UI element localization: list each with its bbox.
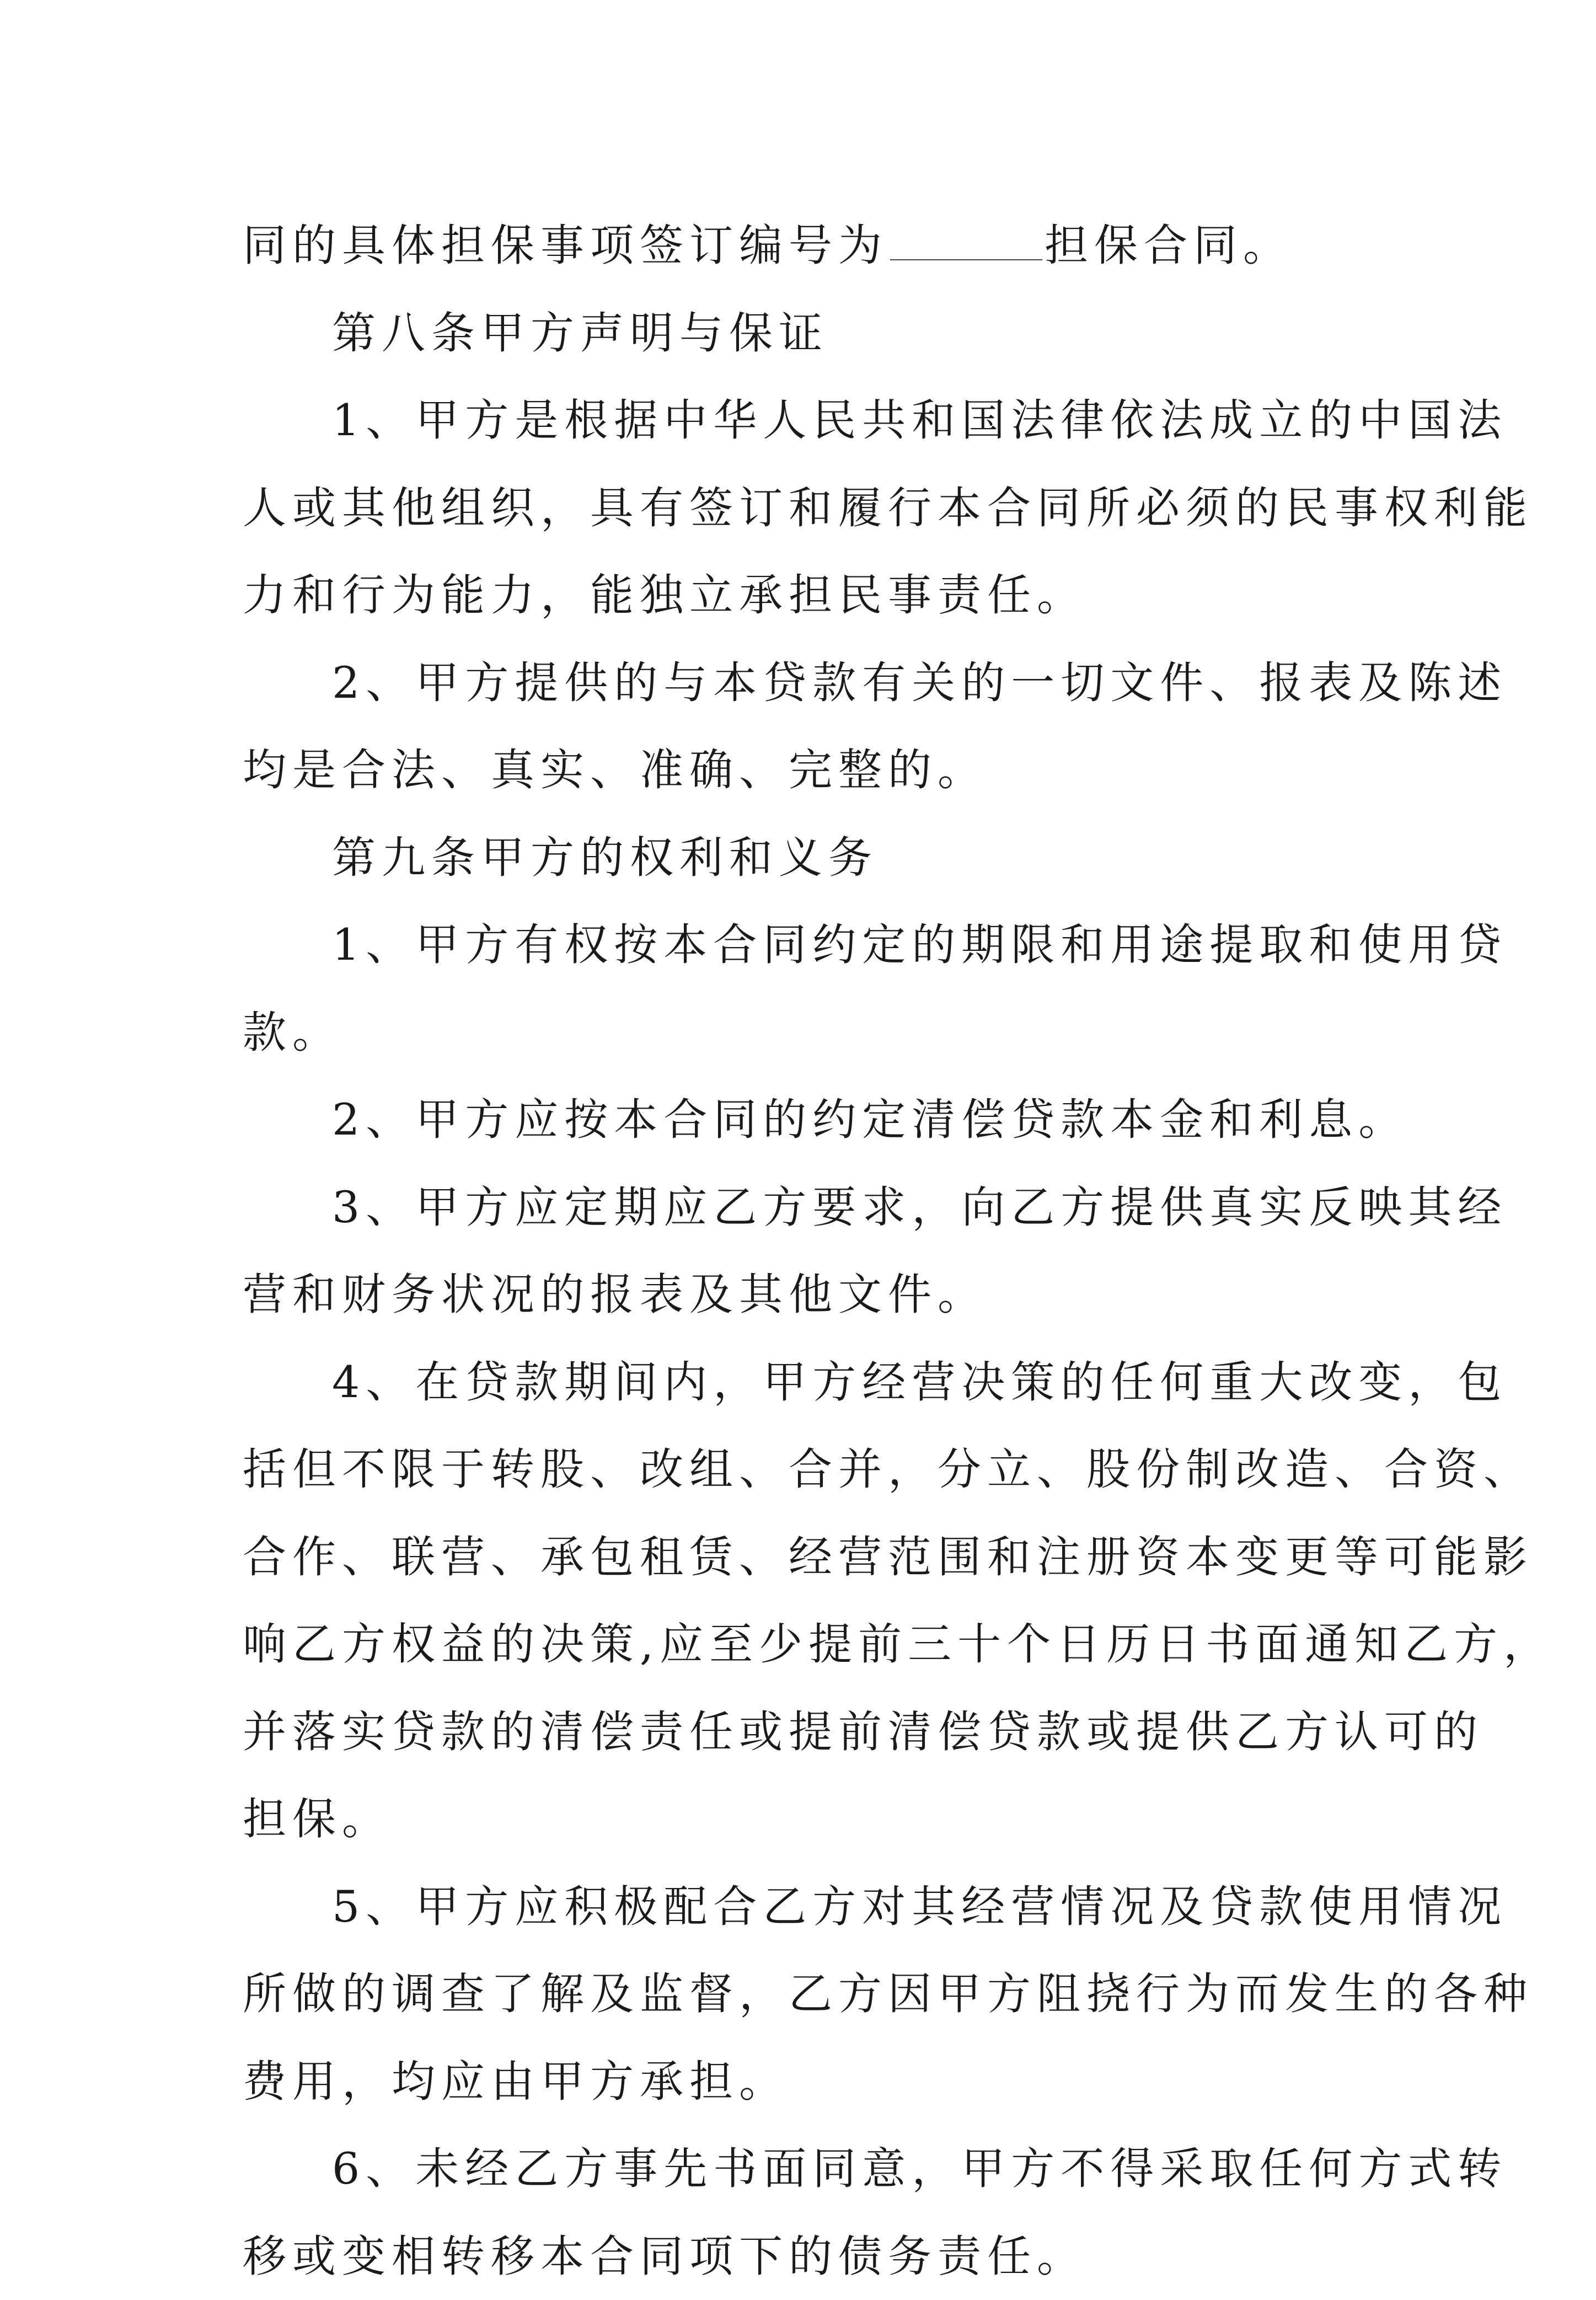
- clause-line: 费用，均应由甲方承担。: [243, 2038, 1368, 2126]
- clause-line: 合作、联营、承包租赁、经营范围和注册资本变更等可能影: [243, 1513, 1368, 1601]
- clause-line: 3、甲方应定期应乙方要求，向乙方提供真实反映其经: [243, 1164, 1368, 1251]
- line-text: 同的具体担保事项签订编号为: [243, 220, 888, 271]
- clause-line: 移或变相转移本合同项下的债务责任。: [243, 2213, 1368, 2300]
- clause-line: 人或其他组织，具有签订和履行本合同所必须的民事权利能: [243, 464, 1368, 552]
- clause-line: 1、甲方是根据中华人民共和国法律依法成立的中国法: [243, 377, 1368, 464]
- clause-line: 力和行为能力，能独立承担民事责任。: [243, 552, 1368, 639]
- article-heading: 第八条甲方声明与保证: [243, 290, 1368, 377]
- document-body: [243, 202, 1368, 2300]
- clause-line: 营和财务状况的报表及其他文件。: [243, 1251, 1368, 1339]
- clause-line: 2、甲方应按本合同的约定清偿贷款本金和利息。: [243, 1076, 1368, 1164]
- article-heading: 第九条甲方的权利和义务: [243, 814, 1368, 902]
- clause-line: 款。: [243, 989, 1368, 1077]
- clause-line: 所做的调查了解及监督，乙方因甲方阻挠行为而发生的各种: [243, 1950, 1368, 2038]
- clause-line: 括但不限于转股、改组、合并，分立、股份制改造、合资、: [243, 1426, 1368, 1513]
- clause-line: 1、甲方有权按本合同约定的期限和用途提取和使用贷: [243, 901, 1368, 989]
- clause-line: 均是合法、真实、准确、完整的。: [243, 726, 1368, 814]
- clause-line: 4、在贷款期间内，甲方经营决策的任何重大改变，包: [243, 1339, 1368, 1426]
- clause-line: 响乙方权益的决策,应至少提前三十个日历日书面通知乙方，: [243, 1601, 1368, 1688]
- clause-line: 担保。: [243, 1775, 1368, 1863]
- contract-line: [243, 202, 1368, 290]
- clause-line: 并落实贷款的清偿责任或提前清偿贷款或提供乙方认可的: [243, 1688, 1368, 1776]
- fill-in-blank: [890, 255, 1042, 260]
- line-text: 担保合同。: [1045, 220, 1293, 271]
- clause-line: 5、甲方应积极配合乙方对其经营情况及贷款使用情况: [243, 1863, 1368, 1951]
- clause-line: 6、未经乙方事先书面同意，甲方不得采取任何方式转: [243, 2125, 1368, 2213]
- clause-line: 2、甲方提供的与本贷款有关的一切文件、报表及陈述: [243, 639, 1368, 727]
